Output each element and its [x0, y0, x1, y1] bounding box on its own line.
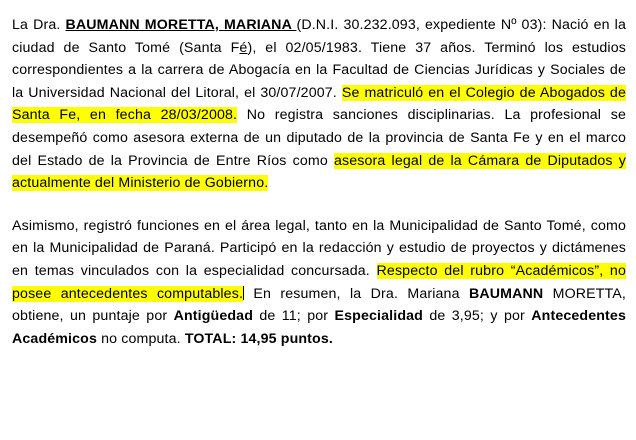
total-score: TOTAL: 14,95 puntos. [184, 330, 333, 347]
paragraph-candidate-profile [12, 14, 626, 195]
text-education: ), el 02/05/1983. Tiene 37 años. Terminó los estudios correspondientes a la carrera de Abogacía en la Facultad de Ciencias Jurídicas y Sociales de la Universidad Nacional del Litoral, el 30/07/2007. [12, 39, 626, 101]
text-accent-underline: é [239, 39, 248, 56]
text-score-lead: MORETTA, obtiene, un puntaje por [12, 285, 626, 325]
candidate-name: BAUMANN MORETTA, MARIANA [65, 17, 297, 33]
highlight-bar-registration: Se matriculó en el Colegio de Abogados de Santa Fe, en fecha 28/03/2008. [12, 84, 626, 124]
text-academic-value: no computa. [97, 330, 185, 347]
text-specialty-value: de 3,95; y por [422, 308, 532, 325]
text-seniority-value: de 11; por [253, 308, 335, 325]
label-seniority: Antigüedad [173, 308, 254, 325]
text-summary-lead: En resumen, la Dra. Mariana [244, 285, 469, 302]
highlight-academic-items: Respecto del rubro “Académicos”, no posee antecedentes computables. [12, 262, 626, 302]
text-intro: La Dra. [12, 17, 66, 33]
text-experience: No registra sanciones disciplinarias. La profesional se desempeñó como asesora externa de un diputado de la provincia de Santa Fe y en el marco del Estado de la Provincia de Entre Ríos como [12, 107, 626, 169]
paragraph-summary-and-score [12, 215, 626, 351]
surname-baumann: BAUMANN [468, 285, 544, 302]
highlight-legal-advisor-role: asesora legal de la Cámara de Diputados y actualmente del Ministerio de Gobierno. [12, 152, 626, 192]
text-id-and-file: (D.N.I. 30.232.093, expediente Nº 03): Nació en la ciudad de Santo Tomé (Santa F [12, 17, 627, 56]
text-additional-roles: Asimismo, registró funciones en el área legal, tanto en la Municipalidad de Santo Tomé, como en la Municipalidad de Paraná. Participó en la redacción y estudio de proyectos y dictámenes en temas vinculados con la especialidad concursada. [12, 217, 626, 279]
label-specialty: Especialidad [334, 308, 423, 325]
label-academic-background: Antecedentes Académicos [12, 308, 626, 347]
